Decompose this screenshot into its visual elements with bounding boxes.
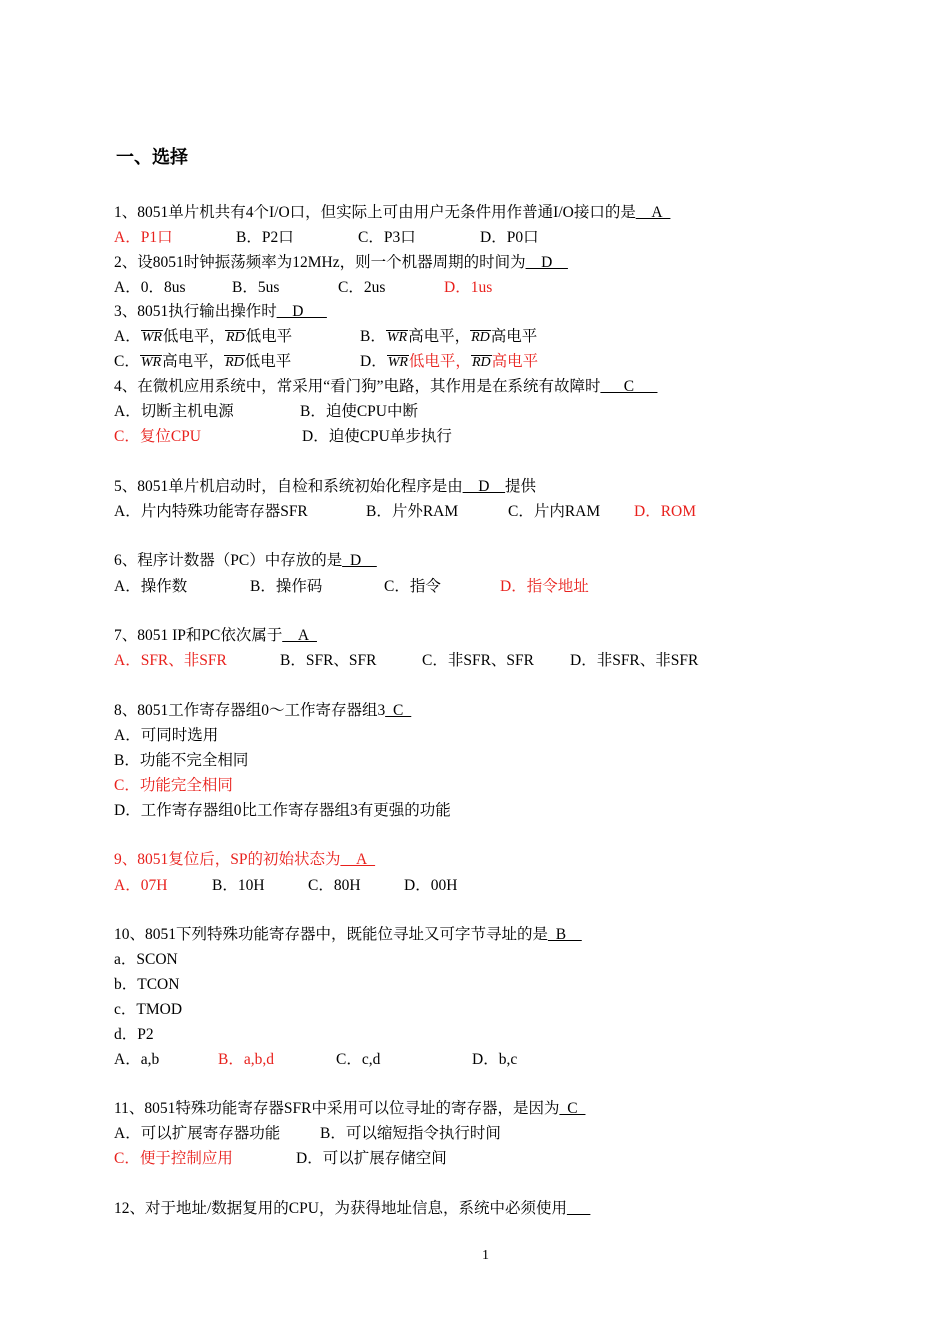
question-stem: 3、8051执行输出操作时: [114, 303, 277, 320]
option-b: B．10H: [212, 877, 265, 894]
option-a: A．操作数: [114, 578, 188, 595]
question-stem: 11、8051特殊功能寄存器SFR中采用可以位寻址的寄存器，是因为: [114, 1100, 560, 1117]
option-a: A．a,b: [114, 1051, 160, 1068]
option-c: C．指令: [384, 578, 441, 595]
rd-signal: RD: [225, 330, 245, 345]
option-c: C．P3口: [358, 229, 416, 246]
option-c: C．80H: [308, 877, 361, 894]
question-8-option-b: B．功能不完全相同: [114, 752, 249, 769]
option-c: C．便于控制应用: [114, 1150, 233, 1167]
question-stem: 5、8051单片机启动时，自检和系统初始化程序是由: [114, 478, 463, 495]
question-stem: 1、8051单片机共有4个I/O口，但实际上可由用户无条件用作普通I/O接口的是: [114, 204, 636, 221]
question-stem: 4、在微机应用系统中，常采用“看门狗”电路，其作用是在系统有故障时: [114, 378, 601, 395]
question-10: [114, 925, 582, 945]
question-10-item-a: a．SCON: [114, 951, 178, 968]
option-d: D．迫使CPU单步执行: [302, 428, 452, 445]
option-c: C．非SFR、SFR: [422, 652, 534, 669]
option-b: B．可以缩短指令执行时间: [320, 1125, 501, 1142]
wr-signal: WR: [140, 355, 162, 370]
wr-signal: WR: [386, 330, 408, 345]
option-d: D．00H: [404, 877, 458, 894]
option-a: A．0．8us: [114, 279, 186, 296]
answer-blank: ___C___: [600, 378, 658, 395]
option-b: B．P2口: [236, 229, 294, 246]
option-d: D．1us: [444, 279, 493, 296]
question-stem: 2、设8051时钟振荡频率为12MHz，则一个机器周期的时间为: [114, 254, 526, 271]
option-c: C．c,d: [336, 1051, 381, 1068]
option-b: B．5us: [232, 279, 280, 296]
option-c: C．2us: [338, 279, 386, 296]
page-number: 1: [482, 1248, 489, 1263]
wr-signal: WR: [387, 355, 408, 370]
question-6: [114, 551, 377, 571]
option-b: B．a,b,d: [218, 1051, 274, 1068]
question-2: [114, 253, 568, 273]
option-d: D．b,c: [472, 1051, 518, 1068]
question-5: 5、8051单片机启动时，自检和系统初始化程序是由__D__提供: [114, 478, 536, 495]
answer-blank: __D___: [276, 303, 327, 320]
question-stem: 10、8051下列特殊功能寄存器中，既能位寻址又可字节寻址的是: [114, 926, 549, 943]
question-stem: 8、8051工作寄存器组0～工作寄存器组3: [114, 702, 386, 719]
answer-blank: _C_: [559, 1100, 586, 1117]
option-a: A．07H: [114, 877, 168, 894]
answer-blank: _C_: [385, 702, 412, 719]
question-9: [114, 850, 375, 870]
option-b: B．SFR、SFR: [280, 652, 377, 669]
answer-blank: ___: [566, 1200, 591, 1217]
answer-blank: __A_: [282, 627, 317, 644]
option-c: C．WR高电平，RD低电平: [114, 353, 292, 370]
wr-signal: WR: [141, 330, 162, 345]
question-4: [114, 377, 657, 397]
question-8: [114, 701, 411, 721]
question-10-item-c: c．TMOD: [114, 1001, 183, 1018]
question-10-item-d: d．P2: [114, 1026, 154, 1043]
answer-blank: _B__: [548, 926, 582, 943]
question-8-option-a: A．可同时选用: [114, 727, 219, 744]
option-d: D．WR低电平，RD高电平: [360, 353, 539, 370]
option-b: B．操作码: [250, 578, 323, 595]
question-7: [114, 626, 317, 646]
option-d: D．ROM: [634, 503, 697, 520]
question-11: [114, 1099, 585, 1119]
question-1: [114, 203, 670, 223]
question-stem: 12、对于地址/数据复用的CPU，为获得地址信息，系统中必须使用: [114, 1200, 567, 1217]
answer-blank: __D__: [462, 478, 505, 495]
rd-signal: RD: [471, 355, 491, 370]
option-a: A．P1口: [114, 229, 173, 246]
option-b: B．迫使CPU中断: [300, 403, 418, 420]
option-d: D．可以扩展存储空间: [296, 1150, 447, 1167]
question-12: [114, 1199, 590, 1219]
question-10-item-b: b．TCON: [114, 976, 180, 993]
option-d: D．P0口: [480, 229, 539, 246]
section-heading: 一、选择: [116, 147, 188, 168]
question-8-option-d: D．工作寄存器组0比工作寄存器组3有更强的功能: [114, 802, 451, 819]
option-a: A．可以扩展寄存器功能: [114, 1125, 281, 1142]
answer-blank: __A_: [635, 204, 671, 221]
rd-signal: RD: [225, 355, 244, 370]
option-a: A．片内特殊功能寄存器SFR: [114, 503, 308, 520]
option-d: D．指令地址: [500, 578, 589, 595]
question-3: [114, 302, 327, 322]
answer-blank: __D__: [525, 254, 568, 271]
option-c: C．片内RAM: [508, 503, 601, 520]
option-b: B．WR高电平，RD高电平: [360, 328, 538, 345]
option-a: A．切断主机电源: [114, 403, 234, 420]
answer-blank: _D__: [342, 552, 377, 569]
option-d: D．非SFR、非SFR: [570, 652, 699, 669]
answer-blank: __A_: [340, 851, 375, 868]
rd-signal: RD: [471, 330, 490, 345]
option-b: B．片外RAM: [366, 503, 459, 520]
option-a: A．SFR、非SFR: [114, 652, 227, 669]
option-a: A．WR低电平，RD低电平: [114, 328, 293, 345]
question-stem: 9、8051复位后，SP的初始状态为: [114, 851, 341, 868]
option-c: C．复位CPU: [114, 428, 201, 445]
question-8-option-c: C．功能完全相同: [114, 777, 233, 794]
question-stem: 7、8051 IP和PC依次属于: [114, 627, 283, 644]
question-stem: 6、程序计数器（PC）中存放的是: [114, 552, 343, 569]
